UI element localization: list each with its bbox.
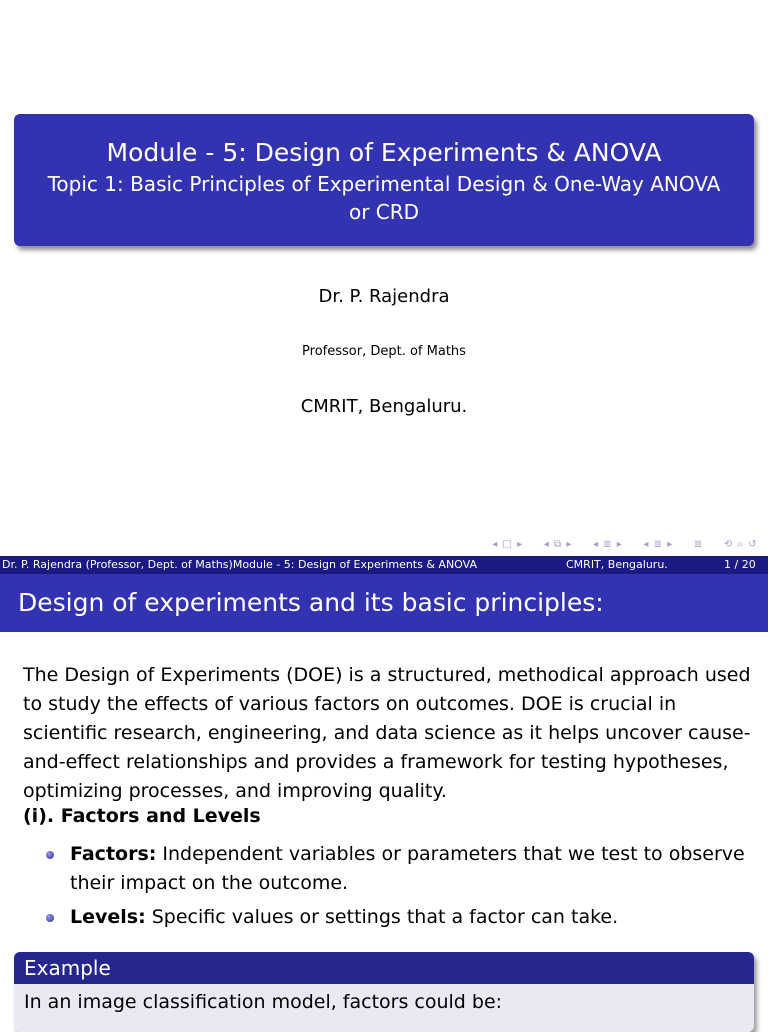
example-block-body: In an image classification model, factors could be: <box>24 991 503 1013</box>
frame-title: Design of experiments and its basic principles: <box>18 588 604 617</box>
nav-subsection-icon[interactable]: ◂ ⧉ ▸ <box>543 538 573 550</box>
footer-page-number: 1 / 20 <box>724 558 756 571</box>
bullet-icon <box>46 851 54 859</box>
intro-paragraph: The Design of Experiments (DOE) is a structured, methodical approach used to study the effects of various factors on outcomes. DOE is crucial in scientific research, engineering, and data science as it helps uncover cause-and-effect relationships and provides a framework for testing hypotheses, optimizing processes, and improving quality. <box>23 664 751 802</box>
example-block-title: Example <box>14 952 754 984</box>
nav-search-icon[interactable]: ⟲ ⌕ ↺ <box>723 538 758 550</box>
nav-section-icon[interactable]: ◂ ≣ ▸ <box>593 538 623 550</box>
nav-appendix-icon[interactable]: ≣ <box>693 538 704 550</box>
bullet-term: Factors: <box>70 843 157 865</box>
bullet-list <box>46 840 758 937</box>
presentation-subtitle: Topic 1: Basic Principles of Experimental Design & One-Way ANOVA or CRD <box>47 172 721 224</box>
author-institute: Professor, Dept. of Maths <box>302 344 466 359</box>
title-block <box>14 114 754 246</box>
bullet-text: Independent variables or parameters that we test to observe their impact on the outcome. <box>70 843 745 894</box>
bullet-icon <box>46 914 54 922</box>
nav-section2-icon[interactable]: ◂ ≣ ▸ <box>643 538 674 550</box>
list-item <box>46 903 758 932</box>
slide-footer <box>0 556 768 574</box>
nav-frame-icon[interactable]: ◂ □ ▸ <box>492 538 524 550</box>
author-name: Dr. P. Rajendra <box>318 286 450 307</box>
example-block <box>14 952 754 1032</box>
author-place: CMRIT, Bengaluru. <box>300 396 468 417</box>
frame-title-bar <box>0 574 768 632</box>
presentation-title: Module - 5: Design of Experiments & ANOVA <box>106 138 662 167</box>
beamer-navigation-bar <box>482 536 768 552</box>
list-item <box>46 840 758 898</box>
bullet-term: Levels: <box>70 906 146 928</box>
footer-author-title: Dr. P. Rajendra (Professor, Dept. of Maths)Module - 5: Design of Experiments & ANOVA <box>2 558 477 571</box>
footer-institute: CMRIT, Bengaluru. <box>566 558 668 571</box>
bullet-text: Specific values or settings that a factor can take. <box>145 906 619 928</box>
section-heading: (i). Factors and Levels <box>23 805 261 827</box>
